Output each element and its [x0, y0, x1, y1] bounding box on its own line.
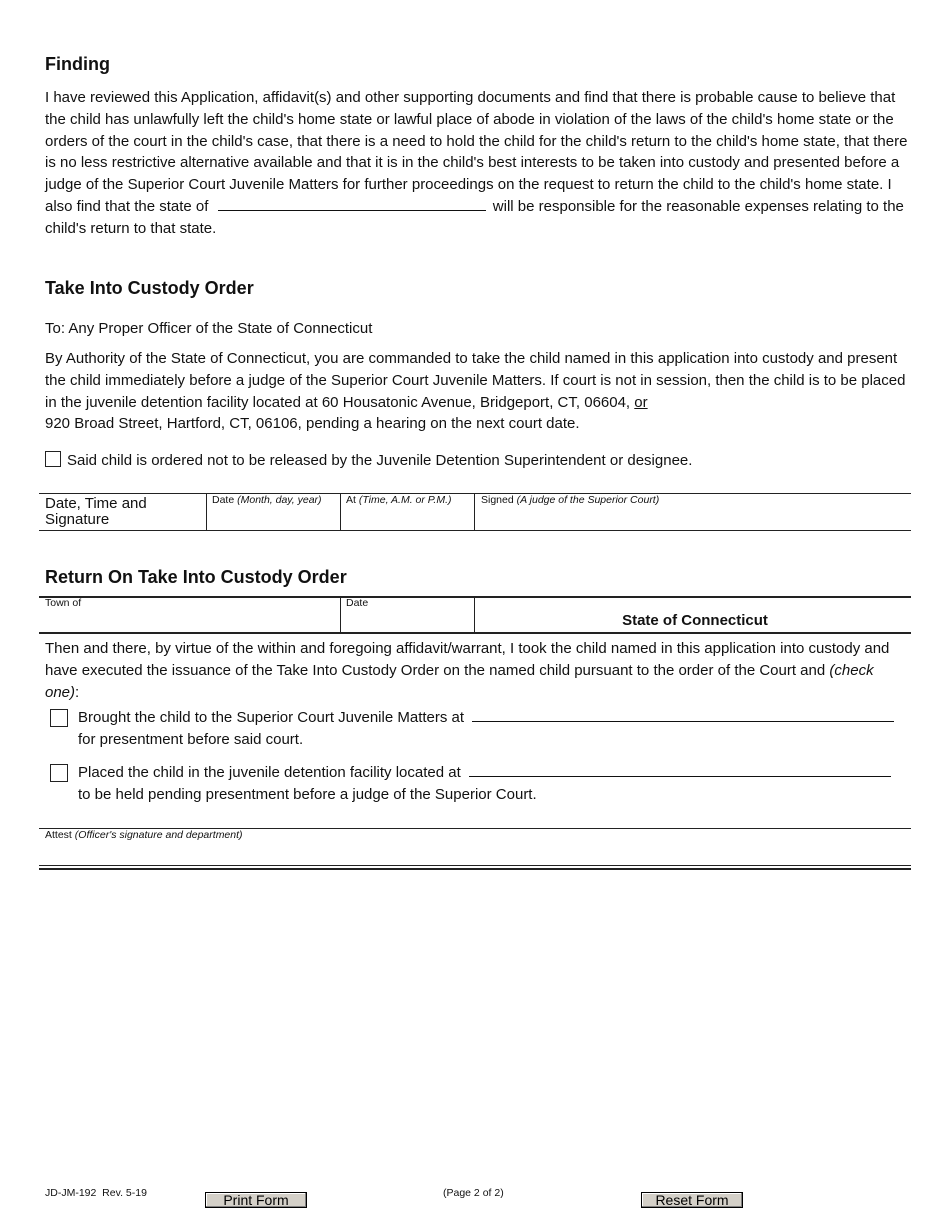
option-placed-row: [50, 762, 915, 806]
reset-form-button[interactable]: Reset Form: [641, 1192, 743, 1208]
town-of-field[interactable]: [45, 597, 337, 631]
check-one-hint: (check one): [45, 661, 874, 701]
signature-row-bottom-border: [39, 530, 911, 531]
option-placed-label: Placed the child in the juvenile detention facility located at: [78, 764, 461, 781]
finding-text-part2: will be responsible for the reasonable expenses relating to the child's return to that state.: [45, 197, 904, 237]
form-id: JD-JM-192 Rev. 5-19: [45, 1187, 147, 1199]
attest-label: Attest: [45, 829, 72, 841]
not-released-label: Said child is ordered not to be released by the Juvenile Detention Superintendent or designee.: [67, 452, 693, 469]
authority-text: [45, 348, 911, 435]
option-placed-location-field[interactable]: [469, 762, 891, 777]
option-brought-location-field[interactable]: [472, 707, 894, 722]
return-date-field[interactable]: [346, 597, 472, 631]
signature-row-label: Date, Time and Signature: [45, 495, 147, 528]
order-time-label: At: [346, 494, 356, 506]
signature-row-divider: [474, 493, 475, 530]
address-hartford: 920 Broad Street, Hartford, CT, 06106, pending a hearing on the next court date.: [45, 415, 580, 433]
option-brought-row: [50, 707, 915, 751]
return-order-heading: Return On Take Into Custody Order: [45, 567, 347, 587]
signature-row-divider: [340, 493, 341, 530]
return-header-bottom-border: [39, 632, 911, 634]
order-date-field[interactable]: [212, 494, 338, 528]
judge-signature-label: Signed: [481, 494, 514, 506]
judge-signature-field[interactable]: [481, 494, 909, 528]
return-intro-body: Then and there, by virtue of the within and foregoing affidavit/warrant, I took the child named in this application into custody and have executed the issuance of the Take Into Custody Order on the named child pursuant to the order of the Court and: [45, 640, 890, 679]
attest-bottom-rule: [39, 865, 911, 866]
order-time-field[interactable]: [346, 494, 472, 528]
or-text: or: [634, 393, 648, 411]
order-date-hint: (Month, day, year): [237, 494, 322, 506]
return-intro-text: Then and there, by virtue of the within and foregoing affidavit/warrant, I took the child named in this application into custody and have executed the issuance of the Take Into Custody Order on the named child pursuant to the order of the Court and (check one):: [45, 640, 890, 701]
order-date-label: Date: [212, 494, 235, 506]
signature-row-divider: [206, 493, 207, 530]
judge-signature-hint: (A judge of the Superior Court): [516, 494, 660, 506]
return-date-label: Date: [346, 597, 369, 609]
finding-text: [45, 87, 911, 240]
order-time-hint: (Time, A.M. or P.M.): [358, 494, 452, 506]
option-brought-checkbox[interactable]: [50, 709, 68, 727]
finding-heading: Finding: [45, 54, 110, 74]
finding-text-part1: I have reviewed this Application, affidavit(s) and other supporting documents and find that there is probable cause to believe that the child has unlawfully left the child's home state or lawful place of abode in violation of the laws of the child's home state or the orders of the court in the child's case, that there is a need to hold the child for the child's return to the child's home state, that there is no less restrictive alternative available and that it is in the child's best interests to be taken into custody and presented before a judge of the Superior Court Juvenile Matters for further proceedings on the request to return the child to the child's home state. I also find that the state of: [45, 89, 908, 215]
option-placed-continuation: to be held pending presentment before a judge of the Superior Court.: [78, 785, 537, 803]
custody-order-heading: Take Into Custody Order: [45, 278, 254, 298]
option-placed-checkbox[interactable]: [50, 764, 68, 782]
state-of-connecticut-label: State of Connecticut: [622, 612, 768, 629]
page-indicator: (Page 2 of 2): [443, 1187, 504, 1199]
responsible-state-field[interactable]: [218, 196, 486, 211]
not-released-checkbox[interactable]: [45, 451, 61, 467]
option-brought-continuation: for presentment before said court.: [78, 730, 304, 748]
authority-text-body: By Authority of the State of Connecticut, you are commanded to take the child named in this application into custody and present the child immediately before a judge of the Superior Court Juvenile Matters. If court is not in session, then the child is to be placed in the juvenile detention facility located at 60 Housatonic Avenue, Bridgeport, CT, 06604,: [45, 350, 906, 411]
return-header-divider: [340, 597, 341, 633]
to-line: To: Any Proper Officer of the State of Connecticut: [45, 320, 373, 337]
attest-field[interactable]: [45, 829, 905, 863]
attest-bottom-rule: [39, 868, 911, 870]
not-released-row: [45, 451, 692, 469]
attest-hint: (Officer's signature and department): [74, 829, 243, 841]
town-of-label: Town of: [45, 597, 82, 609]
option-brought-label: Brought the child to the Superior Court Juvenile Matters at: [78, 709, 465, 726]
print-form-button[interactable]: Print Form: [205, 1192, 307, 1208]
